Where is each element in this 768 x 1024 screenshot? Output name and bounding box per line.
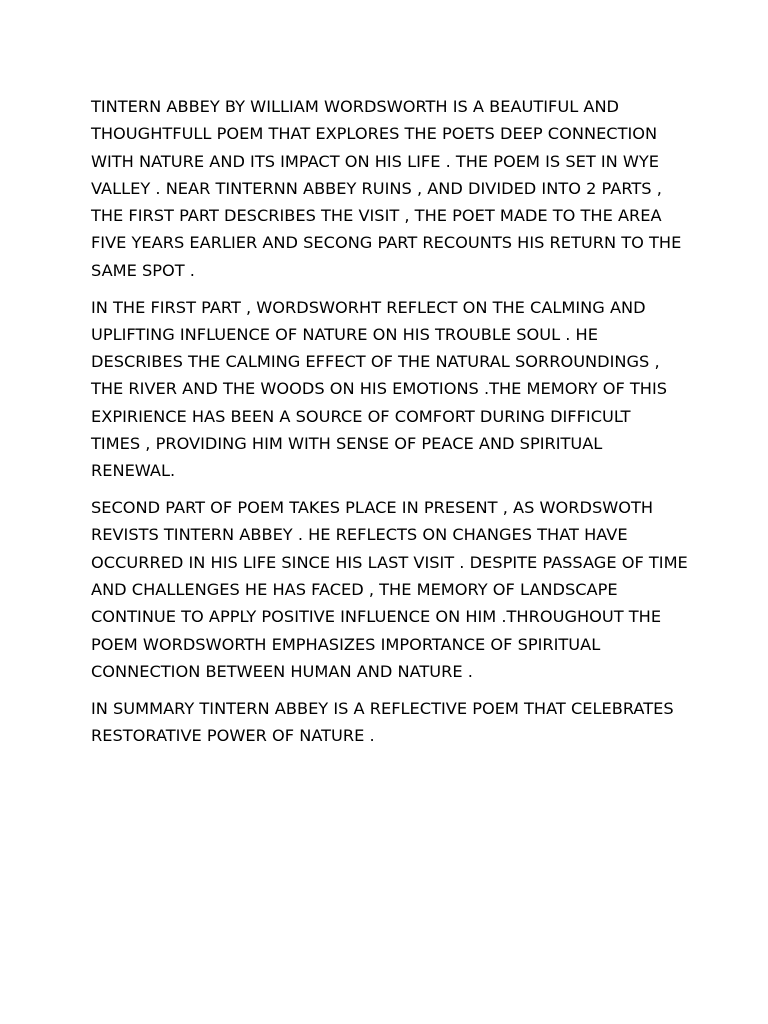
paragraph-3	[91, 494, 691, 685]
text-line: VALLEY . NEAR TINTERNN ABBEY RUINS , AND DIVIDED INTO 2 PARTS ,	[91, 178, 662, 198]
text-line: UPLIFTING INFLUENCE OF NATURE ON HIS TROUBLE SOUL . HE	[91, 324, 598, 344]
text-line: REVISTS TINTERN ABBEY . HE REFLECTS ON CHANGES THAT HAVE	[91, 525, 628, 545]
paragraph-1	[91, 93, 691, 284]
text-line: POEM WORDSWORTH EMPHASIZES IMPORTANCE OF SPIRITUAL	[91, 634, 601, 654]
document-body	[91, 93, 691, 759]
text-line: IN SUMMARY TINTERN ABBEY IS A REFLECTIVE POEM THAT CELEBRATES	[91, 698, 674, 718]
paragraph-2	[91, 294, 691, 485]
text-line: RESTORATIVE POWER OF NATURE .	[91, 726, 375, 746]
text-line: SAME SPOT .	[91, 260, 195, 280]
text-line: THOUGHTFULL POEM THAT EXPLORES THE POETS DEEP CONNECTION	[91, 124, 658, 144]
text-line: CONNECTION BETWEEN HUMAN AND NATURE .	[91, 661, 473, 681]
text-line: DESCRIBES THE CALMING EFFECT OF THE NATURAL SORROUNDINGS ,	[91, 352, 660, 372]
text-line: EXPIRIENCE HAS BEEN A SOURCE OF COMFORT DURING DIFFICULT	[91, 406, 631, 426]
text-line: AND CHALLENGES HE HAS FACED , THE MEMORY OF LANDSCAPE	[91, 580, 618, 600]
paragraph-4	[91, 695, 691, 750]
text-line: THE RIVER AND THE WOODS ON HIS EMOTIONS .THE MEMORY OF THIS	[91, 379, 668, 399]
text-line: OCCURRED IN HIS LIFE SINCE HIS LAST VISIT . DESPITE PASSAGE OF TIME	[91, 552, 688, 572]
text-line: RENEWAL.	[91, 461, 176, 481]
text-line: TIMES , PROVIDING HIM WITH SENSE OF PEACE AND SPIRITUAL	[91, 434, 603, 454]
text-line: THE FIRST PART DESCRIBES THE VISIT , THE POET MADE TO THE AREA	[91, 206, 662, 226]
text-line: TINTERN ABBEY BY WILLIAM WORDSWORTH IS A BEAUTIFUL AND	[91, 97, 620, 116]
text-line: IN THE FIRST PART , WORDSWORHT REFLECT ON THE CALMING AND	[91, 297, 646, 317]
text-line: WITH NATURE AND ITS IMPACT ON HIS LIFE . THE POEM IS SET IN WYE	[91, 151, 660, 171]
text-line: CONTINUE TO APPLY POSITIVE INFLUENCE ON HIM .THROUGHOUT THE	[91, 607, 662, 627]
text-line: SECOND PART OF POEM TAKES PLACE IN PRESENT , AS WORDSWOTH	[91, 498, 654, 518]
text-line: FIVE YEARS EARLIER AND SECONG PART RECOUNTS HIS RETURN TO THE	[91, 233, 682, 253]
